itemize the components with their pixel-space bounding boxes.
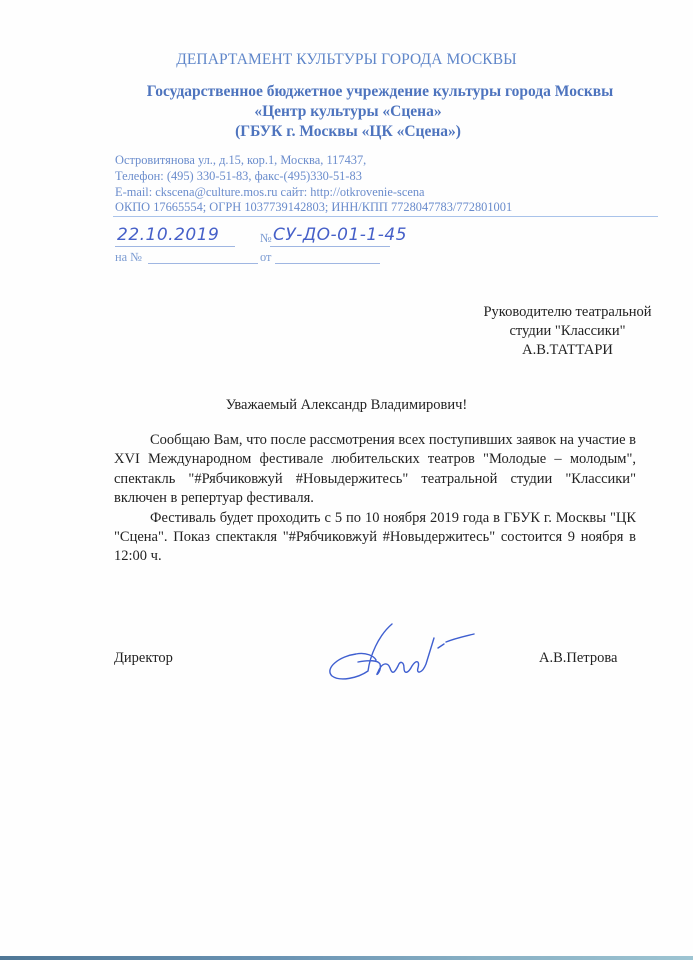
- letter-body: [114, 431, 636, 567]
- contact-registry-codes: ОКПО 17665554; ОГРН 1037739142803; ИНН/КПП 7728047783/772801001: [115, 200, 513, 215]
- number-label: №: [260, 231, 272, 245]
- handwritten-signature: [318, 616, 478, 686]
- letterhead-divider: [113, 216, 658, 217]
- signatory-position: Директор: [114, 650, 173, 666]
- contact-phone: Телефон: (495) 330-51-83, факс-(495)330-51-83: [115, 168, 362, 183]
- reference-number-blank: [148, 263, 258, 264]
- organization-line: (ГБУК г. Москвы «ЦК «Сцена»): [235, 123, 461, 140]
- addressee-block: [470, 303, 665, 360]
- registration-block: [115, 225, 435, 265]
- contact-email-site: E-mail: ckscena@culture.mos.ru сайт: http://otkrovenie-scena: [115, 184, 425, 199]
- addressee-line: студии "Классики": [509, 323, 626, 339]
- addressee-name: А.В.ТАТТАРИ: [522, 342, 613, 358]
- department-heading: ДЕПАРТАМЕНТ КУЛЬТУРЫ ГОРОДА МОСКВЫ: [176, 51, 517, 68]
- number-underline: [270, 246, 390, 247]
- outgoing-number: СУ-ДО-01-1-45: [273, 225, 408, 245]
- reference-date-label: от: [260, 250, 272, 264]
- addressee-line: Руководителю театральной: [483, 304, 652, 320]
- reference-date-blank: [275, 263, 380, 264]
- organization-line: Государственное бюджетное учреждение культуры города Москвы: [146, 83, 614, 100]
- organization-line: «Центр культуры «Сцена»: [254, 103, 442, 120]
- outgoing-date: 22.10.2019: [117, 225, 220, 245]
- organization-name: [0, 82, 693, 142]
- body-paragraph: Сообщаю Вам, что после рассмотрения всех поступивших заявок на участие в XVI Международном фестивале любительских театров "Молодые – молодым", спектакль "#Рябчиковжуй #Новыдержитесь" театральной студии "Классики" включен в репертуар фестиваля.: [114, 432, 636, 507]
- contact-address: Островитянова ул., д.15, кор.1, Москва, 117437,: [115, 153, 367, 167]
- signatory-name: А.В.Петрова: [539, 650, 618, 666]
- date-underline: [115, 246, 235, 247]
- reference-number-label: на №: [115, 250, 143, 264]
- scan-bottom-edge: [0, 956, 693, 960]
- contact-block: [115, 153, 512, 216]
- body-paragraph: Фестиваль будет проходить с 5 по 10 ноября 2019 года в ГБУК г. Москвы "ЦК "Сцена". Показ спектакля "#Рябчиковжуй #Новыдержитесь" состоится 9 ноября в 12:00 ч.: [114, 509, 636, 565]
- salutation: Уважаемый Александр Владимирович!: [225, 397, 468, 413]
